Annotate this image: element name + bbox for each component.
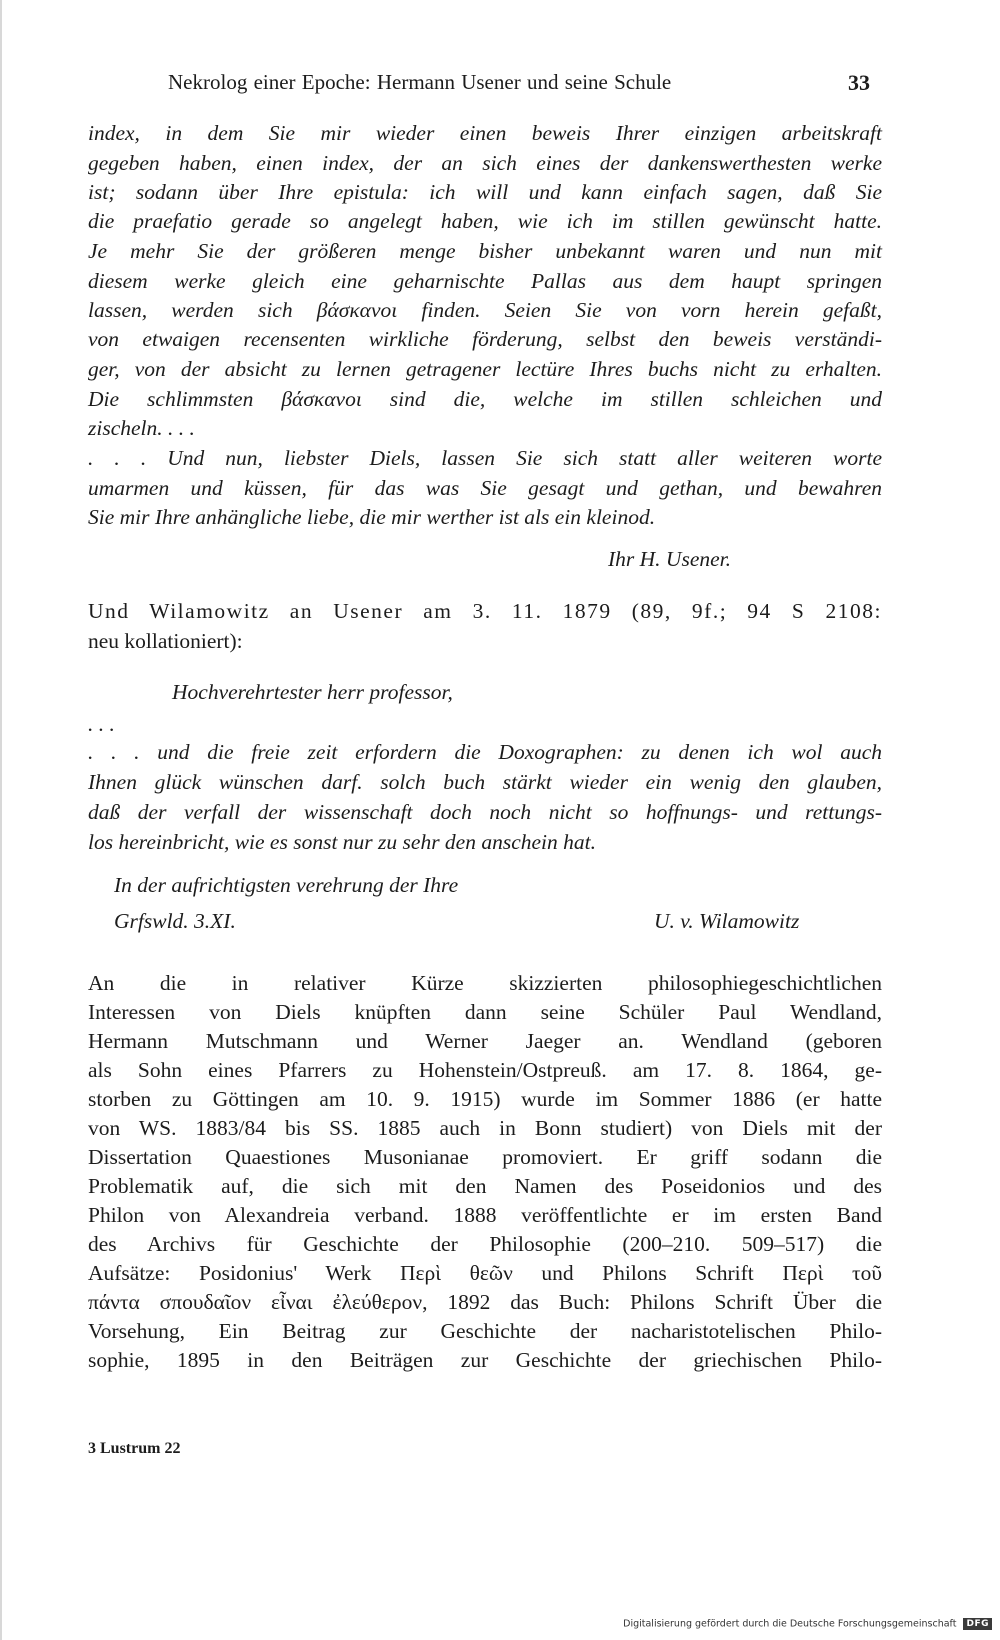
running-title: Nekrolog einer Epoche: Hermann Usener und seine Schule — [168, 70, 672, 94]
letter-signature: Ihr H. Usener. — [608, 547, 732, 571]
scan-edge — [0, 0, 2, 1640]
running-header — [168, 70, 870, 102]
letter-line: Je mehr Sie der größeren menge bisher unbekannt waren und nun mit — [88, 239, 882, 263]
body-line: sophie, 1895 in den Beiträgen zur Geschichte der griechischen Philo- — [88, 1348, 882, 1372]
letter-line: Sie mir Ihre anhängliche liebe, die mir werther ist als ein kleinod. — [88, 505, 656, 529]
body-line: Philon von Alexandreia verband. 1888 veröffentlichte er im ersten Band — [88, 1203, 882, 1227]
letter-line: Ihnen glück wünschen darf. solch buch stärkt wieder ein wenig den glauben, — [88, 770, 882, 794]
letter-line: von etwaigen recensenten wirkliche förderung, selbst den beweis verständi- — [88, 327, 882, 351]
letter-line: los hereinbricht, wie es sonst nur zu sehr den anschein hat. — [88, 830, 597, 854]
body-line: πάντα σπουδαῖον εἶναι ἐλεύθερον, 1892 das Buch: Philons Schrift Über die — [88, 1290, 882, 1314]
intro-line: Und Wilamowitz an Usener am 3. 11. 1879 (89, 9f.; 94 S 2108: — [88, 599, 882, 623]
page-number: 33 — [848, 70, 870, 95]
dfg-logo: DFG — [963, 1618, 992, 1630]
letter-line: . . . Und nun, liebster Diels, lassen Sie sich statt aller weiteren worte — [88, 446, 882, 470]
letter-place-date: Grfswld. 3.XI. — [114, 909, 236, 933]
letter-line: daß der verfall der wissenschaft doch noch nicht so hoffnungs- und rettungs- — [88, 800, 882, 824]
body-line: storben zu Göttingen am 10. 9. 1915) wurde im Sommer 1886 (er hatte — [88, 1087, 882, 1111]
body-line: des Archivs für Geschichte der Philosophie (200–210. 509–517) die — [88, 1232, 882, 1256]
letter-line: die praefatio gerade so angelegt haben, wie ich im stillen gewünscht hatte. — [88, 209, 882, 233]
letter-line: gegeben haben, einen index, der an sich eines der dankenswerthesten werke — [88, 151, 882, 175]
body-line: als Sohn eines Pfarrers zu Hohenstein/Ostpreuß. am 17. 8. 1864, ge- — [88, 1058, 882, 1082]
intro-line: neu kollationiert): — [88, 629, 243, 653]
body-line: An die in relativer Kürze skizzierten philosophiegeschichtlichen — [88, 971, 882, 995]
digitization-credit — [623, 1618, 992, 1634]
letter-line: Die schlimmsten βάσκανοι sind die, welche im stillen schleichen und — [88, 387, 882, 411]
letter-line: index, in dem Sie mir wieder einen beweis Ihrer einzigen arbeitskraft — [88, 121, 882, 145]
letter-line: ger, von der absicht zu lernen getragener lectüre Ihres buchs nicht zu erhalten. — [88, 357, 882, 381]
printer-signature: 3 Lustrum 22 — [88, 1440, 181, 1457]
body-line: von WS. 1883/84 bis SS. 1885 auch in Bonn studiert) von Diels mit der — [88, 1116, 882, 1140]
letter-salutation: Hochverehrtester herr professor, — [172, 680, 453, 704]
letter-line: . . . und die freie zeit erfordern die Doxographen: zu denen ich wol auch — [88, 740, 882, 764]
body-line: Interessen von Diels knüpften dann seine Schüler Paul Wendland, — [88, 1000, 882, 1024]
body-line: Problematik auf, die sich mit den Namen des Poseidonios und des — [88, 1174, 882, 1198]
body-line: Dissertation Quaestiones Musonianae promoviert. Er griff sodann die — [88, 1145, 882, 1169]
digitization-note: Digitalisierung gefördert durch die Deutsche Forschungsgemeinschaft — [623, 1618, 957, 1630]
letter-signature: U. v. Wilamowitz — [654, 909, 800, 933]
letter-line: diesem werke gleich eine geharnischte Pallas aus dem haupt springen — [88, 269, 882, 293]
letter-line: zischeln. . . . — [88, 416, 195, 440]
letter-line: umarmen und küssen, für das was Sie gesagt und gethan, und bewahren — [88, 476, 882, 500]
body-line: Aufsätze: Posidonius' Werk Περὶ θεῶν und Philons Schrift Περὶ τοῦ — [88, 1261, 882, 1285]
body-line: Vorsehung, Ein Beitrag zur Geschichte der nacharistotelischen Philo- — [88, 1319, 882, 1343]
letter-line: lassen, werden sich βάσκανοι finden. Seien Sie von vorn herein gefaßt, — [88, 298, 882, 322]
ellipsis: . . . — [88, 712, 115, 736]
body-line: Hermann Mutschmann und Werner Jaeger an. Wendland (geboren — [88, 1029, 882, 1053]
letter-line: ist; sodann über Ihre epistula: ich will und kann einfach sagen, daß Sie — [88, 180, 882, 204]
letter-closing: In der aufrichtigsten verehrung der Ihre — [114, 873, 459, 897]
